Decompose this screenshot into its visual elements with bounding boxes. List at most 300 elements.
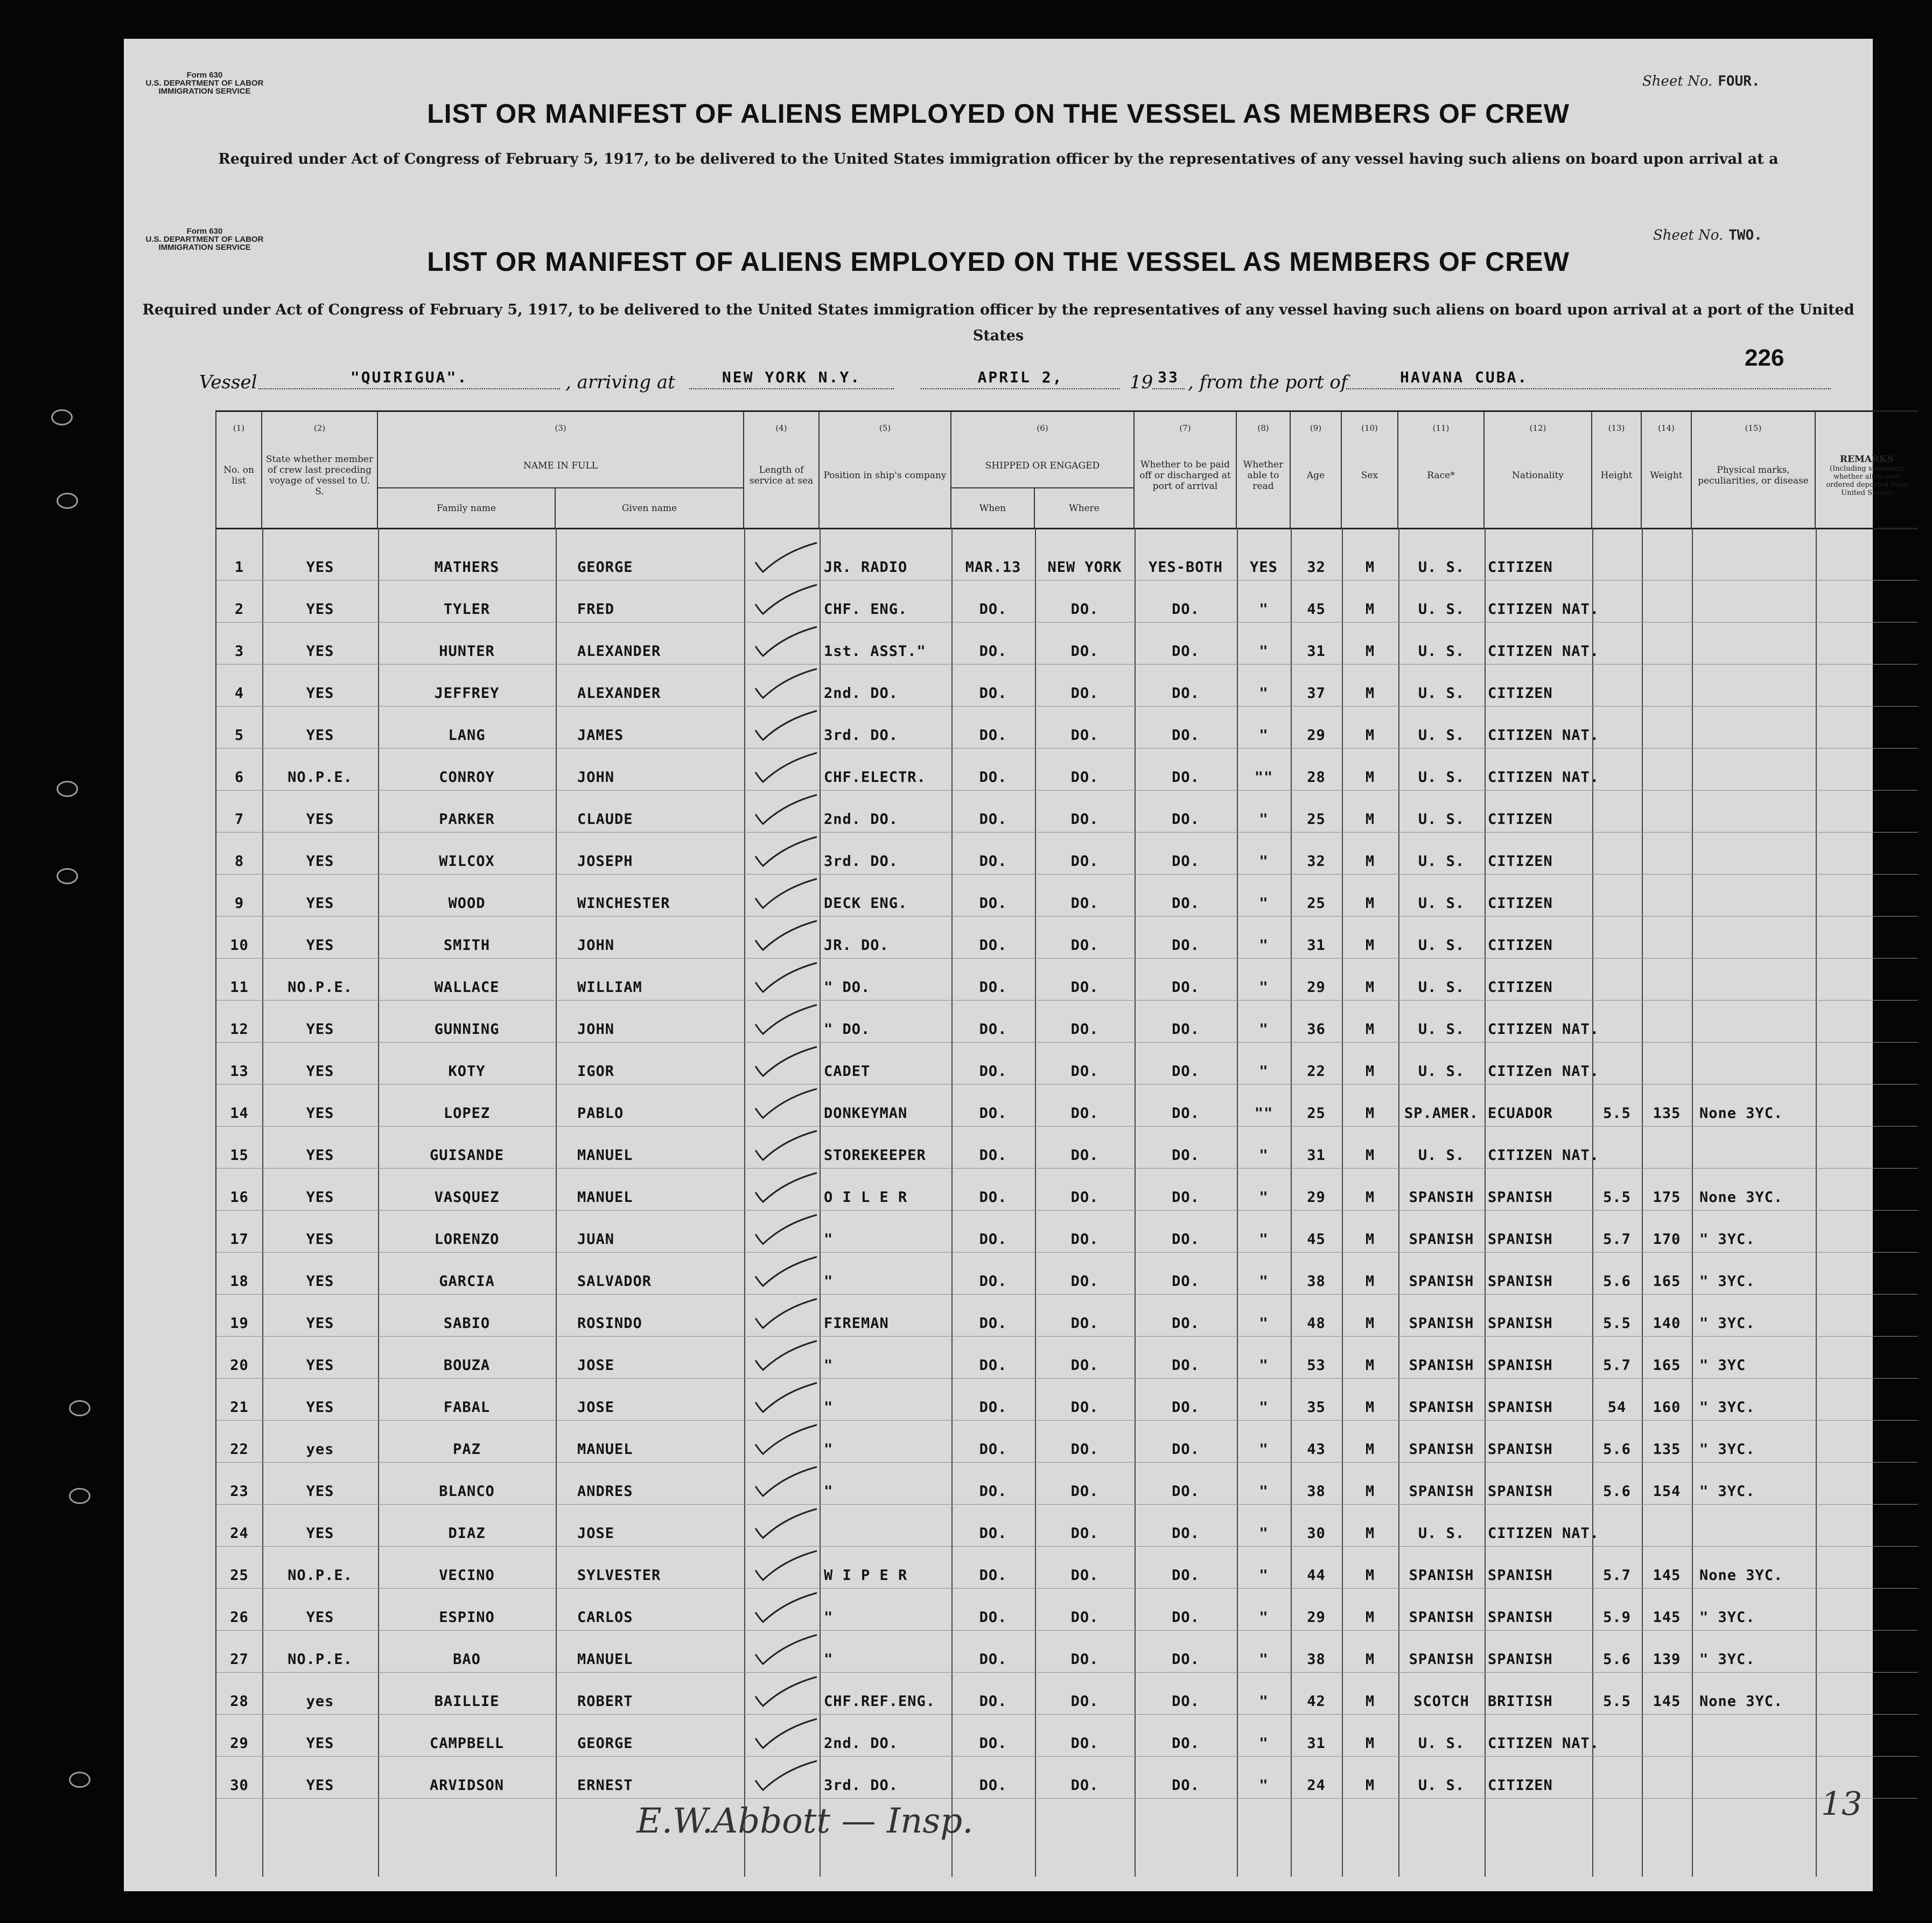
table-row [216, 749, 1918, 791]
cell-race: U. S. [1418, 853, 1465, 870]
header-remarks-text: REMARKS [1839, 453, 1894, 465]
cell-given: IGOR [577, 1063, 615, 1080]
table-row [216, 1337, 1918, 1379]
cell-height: 5.6 [1603, 1483, 1631, 1500]
table-row [216, 1715, 1918, 1757]
cell-family: JEFFREY [434, 685, 500, 702]
header-height-num: (13) [1608, 423, 1625, 433]
cell-age: 22 [1307, 1063, 1326, 1080]
cell-read: " [1259, 1483, 1269, 1500]
cell-race: SP.AMER. [1404, 1105, 1479, 1122]
cell-height: 5.7 [1603, 1567, 1631, 1584]
cell-sex: M [1365, 1147, 1375, 1164]
cell-weight: 165 [1653, 1273, 1681, 1290]
cell-nationality: CITIZEN [1488, 895, 1553, 912]
cell-nationality: CITIZen NAT. [1488, 1063, 1600, 1080]
cell-no: 9 [234, 895, 244, 912]
cell-weight: 145 [1653, 1609, 1681, 1626]
cell-race: SPANISH [1409, 1651, 1474, 1668]
cell-when: DO. [979, 811, 1007, 828]
cell-sex: M [1365, 895, 1375, 912]
table-row [216, 1211, 1918, 1253]
cell-paid: DO. [1172, 1441, 1200, 1458]
cell-position: " DO. [824, 1021, 871, 1038]
cell-age: 53 [1307, 1357, 1326, 1374]
cell-age: 29 [1307, 1609, 1326, 1626]
cell-given: JOHN [577, 937, 615, 954]
cell-where: DO. [1070, 1105, 1099, 1122]
cell-paid: DO. [1172, 1273, 1200, 1290]
cell-sex: M [1365, 1063, 1375, 1080]
cell-voyage: YES [306, 1357, 334, 1374]
header-height-text: Height [1600, 470, 1633, 481]
cell-paid: DO. [1172, 685, 1200, 702]
cell-when: DO. [979, 601, 1007, 618]
year-suffix: 33 [1152, 368, 1185, 389]
cell-where: DO. [1070, 1483, 1099, 1500]
cell-voyage: YES [306, 1147, 334, 1164]
cell-given: JOSE [577, 1525, 615, 1542]
cell-when: DO. [979, 1147, 1007, 1164]
vessel-line [199, 367, 1858, 400]
table-row [216, 1169, 1918, 1211]
cell-given: ROSINDO [577, 1315, 642, 1332]
header-name-text: NAME IN FULL [523, 460, 598, 471]
cell-nationality: CITIZEN NAT. [1488, 1021, 1600, 1038]
cell-when: DO. [979, 1735, 1007, 1752]
cell-height: 5.5 [1603, 1105, 1631, 1122]
cell-sex: M [1365, 727, 1375, 744]
cell-voyage: YES [306, 1189, 334, 1206]
cell-family: MATHERS [434, 559, 500, 576]
table-row [216, 1001, 1918, 1043]
cell-family: BAO [453, 1651, 481, 1668]
cell-when: DO. [979, 1357, 1007, 1374]
cell-voyage: YES [306, 1609, 334, 1626]
cell-height: 5.7 [1603, 1357, 1631, 1374]
cell-weight: 154 [1653, 1483, 1681, 1500]
cell-family: DIAZ [448, 1525, 486, 1542]
checkmark-icon [752, 751, 822, 785]
cell-read: " [1259, 1567, 1269, 1584]
cell-voyage: YES [306, 1525, 334, 1542]
cell-when: DO. [979, 1273, 1007, 1290]
cell-sex: M [1365, 1777, 1375, 1794]
table-row [216, 1421, 1918, 1463]
cell-position: " [824, 1609, 834, 1626]
cell-weight: 145 [1653, 1693, 1681, 1710]
cell-given: MANUEL [577, 1651, 633, 1668]
cell-voyage: YES [306, 727, 334, 744]
cell-read: " [1259, 979, 1269, 996]
cell-given: ROBERT [577, 1693, 633, 1710]
cell-when: DO. [979, 937, 1007, 954]
cell-height: 5.5 [1603, 1315, 1631, 1332]
cell-nationality: SPANISH [1488, 1567, 1553, 1584]
cell-read: " [1259, 1063, 1269, 1080]
header-read-num: (8) [1257, 423, 1269, 433]
cell-when: DO. [979, 1231, 1007, 1248]
cell-when: DO. [979, 1483, 1007, 1500]
cell-read: " [1259, 1693, 1269, 1710]
cell-nationality: SPANISH [1488, 1273, 1553, 1290]
checkmark-icon [752, 835, 822, 869]
header-sex-num: (10) [1361, 423, 1378, 433]
cell-height: 5.7 [1603, 1231, 1631, 1248]
cell-nationality: CITIZEN NAT. [1488, 1525, 1600, 1542]
header-paid [1135, 412, 1237, 528]
cell-voyage: YES [306, 559, 334, 576]
cell-age: 45 [1307, 601, 1326, 618]
cell-height: 5.6 [1603, 1651, 1631, 1668]
table-row [216, 1589, 1918, 1631]
cell-when: DO. [979, 979, 1007, 996]
cell-position: CHF. ENG. [824, 601, 908, 618]
cell-family: GUNNING [434, 1021, 500, 1038]
cell-nationality: SPANISH [1488, 1483, 1553, 1500]
cell-no: 13 [230, 1063, 249, 1080]
cell-family: GUISANDE [429, 1147, 505, 1164]
cell-paid: DO. [1172, 601, 1200, 618]
cell-where: DO. [1070, 1021, 1099, 1038]
sheet-number-top [1642, 73, 1760, 89]
cell-read: " [1259, 1399, 1269, 1416]
cell-weight: 135 [1653, 1441, 1681, 1458]
cell-race: SCOTCH [1413, 1693, 1469, 1710]
cell-where: DO. [1070, 1567, 1099, 1584]
table-row [216, 1505, 1918, 1547]
header-race-num: (11) [1432, 423, 1450, 433]
cell-position: " [824, 1231, 834, 1248]
cell-family: VECINO [439, 1567, 495, 1584]
cell-no: 17 [230, 1231, 249, 1248]
table-row [216, 875, 1918, 917]
header-height [1592, 412, 1642, 528]
cell-family: LOPEZ [443, 1105, 491, 1122]
cell-family: HUNTER [439, 643, 495, 660]
cell-race: U. S. [1418, 1735, 1465, 1752]
cell-read: " [1259, 1273, 1269, 1290]
cell-height: 54 [1607, 1399, 1627, 1416]
cell-age: 31 [1307, 1735, 1326, 1752]
cell-when: DO. [979, 1315, 1007, 1332]
header-name-num: (3) [555, 423, 566, 433]
cell-position: DONKEYMAN [824, 1105, 908, 1122]
cell-where: DO. [1070, 937, 1099, 954]
cell-position: STOREKEEPER [824, 1147, 926, 1164]
cell-where: DO. [1070, 979, 1099, 996]
cell-paid: DO. [1172, 811, 1200, 828]
cell-position: CADET [824, 1063, 871, 1080]
cell-given: PABLO [577, 1105, 624, 1122]
cell-read: " [1259, 1651, 1269, 1668]
service-top: IMMIGRATION SERVICE [158, 87, 251, 96]
cell-voyage: NO.P.E. [288, 769, 353, 786]
table-row [216, 623, 1918, 665]
cell-when: DO. [979, 685, 1007, 702]
cell-race: U. S. [1418, 685, 1465, 702]
cell-age: 25 [1307, 1105, 1326, 1122]
title-top: LIST OR MANIFEST OF ALIENS EMPLOYED ON THE VESSEL AS MEMBERS OF CREW [427, 99, 1570, 129]
cell-given: WINCHESTER [577, 895, 670, 912]
cell-position: " [824, 1273, 834, 1290]
cell-sex: M [1365, 1609, 1375, 1626]
cell-position: O I L E R [824, 1189, 908, 1206]
cell-sex: M [1365, 1021, 1375, 1038]
corner-mark: 13 [1821, 1785, 1863, 1823]
sheet-label-main: Sheet No. [1653, 227, 1724, 243]
cell-nationality: CITIZEN [1488, 937, 1553, 954]
cell-paid: DO. [1172, 643, 1200, 660]
cell-no: 25 [230, 1567, 249, 1584]
cell-no: 15 [230, 1147, 249, 1164]
cell-where: DO. [1070, 1777, 1099, 1794]
cell-no: 22 [230, 1441, 249, 1458]
header-nationality [1485, 412, 1592, 528]
cell-given: ANDRES [577, 1483, 633, 1500]
table-row [216, 707, 1918, 749]
cell-paid: DO. [1172, 979, 1200, 996]
header-marks-text: Physical marks, peculiarities, or disease [1698, 464, 1809, 486]
checkmark-icon [752, 1213, 822, 1247]
cell-sex: M [1365, 853, 1375, 870]
cell-nationality: CITIZEN [1488, 979, 1553, 996]
cell-nationality: ECUADOR [1488, 1105, 1553, 1122]
cell-where: DO. [1070, 1273, 1099, 1290]
cell-no: 5 [234, 727, 244, 744]
header-no [216, 412, 262, 528]
header-voyage [262, 412, 378, 528]
cell-when: DO. [979, 1777, 1007, 1794]
cell-age: 32 [1307, 853, 1326, 870]
checkmark-icon [752, 1339, 822, 1373]
cell-nationality: CITIZEN NAT. [1488, 1147, 1600, 1164]
department-main: U.S. DEPARTMENT OF LABOR [145, 235, 264, 244]
cell-no: 26 [230, 1609, 249, 1626]
sheet-number-main [1653, 227, 1762, 243]
table-row [216, 539, 1918, 581]
header-sex-text: Sex [1361, 470, 1378, 481]
cell-sex: M [1365, 1399, 1375, 1416]
cell-nationality: SPANISH [1488, 1315, 1553, 1332]
cell-paid: DO. [1172, 1063, 1200, 1080]
checkmark-icon [752, 1297, 822, 1331]
cell-given: FRED [577, 601, 615, 618]
checkmark-icon [752, 583, 822, 617]
cell-no: 29 [230, 1735, 249, 1752]
form-number-main: Form 630 [186, 227, 223, 236]
cell-where: DO. [1070, 1315, 1099, 1332]
cell-voyage: YES [306, 1231, 334, 1248]
cell-position: " [824, 1399, 834, 1416]
cell-where: DO. [1070, 601, 1099, 618]
cell-position: 3rd. DO. [824, 1777, 899, 1794]
table-row [216, 833, 1918, 875]
cell-age: 29 [1307, 727, 1326, 744]
cell-read: " [1259, 1315, 1269, 1332]
cell-where: DO. [1070, 643, 1099, 660]
cell-race: U. S. [1418, 1147, 1465, 1164]
cell-race: U. S. [1418, 1063, 1465, 1080]
cell-paid: YES-BOTH [1148, 559, 1223, 576]
cell-voyage: YES [306, 1021, 334, 1038]
cell-paid: DO. [1172, 1315, 1200, 1332]
cell-age: 31 [1307, 937, 1326, 954]
cell-race: SPANISH [1409, 1315, 1474, 1332]
cell-sex: M [1365, 1315, 1375, 1332]
cell-marks: " 3YC. [1699, 1315, 1755, 1332]
header-race [1398, 412, 1485, 528]
cell-read: YES [1250, 559, 1278, 576]
checkmark-icon [752, 1171, 822, 1205]
cell-position: DECK ENG. [824, 895, 908, 912]
cell-paid: DO. [1172, 1735, 1200, 1752]
cell-weight: 170 [1653, 1231, 1681, 1248]
checkmark-icon [752, 1255, 822, 1289]
cell-when: DO. [979, 1567, 1007, 1584]
header-paid-num: (7) [1179, 423, 1191, 433]
cell-no: 2 [234, 601, 244, 618]
cell-nationality: CITIZEN NAT. [1488, 727, 1600, 744]
cell-race: U. S. [1418, 1777, 1465, 1794]
header-shipped-text: SHIPPED OR ENGAGED [985, 460, 1100, 471]
cell-voyage: YES [306, 1735, 334, 1752]
cell-read: " [1259, 643, 1269, 660]
table-row [216, 665, 1918, 707]
cell-family: FABAL [443, 1399, 491, 1416]
cell-nationality: CITIZEN NAT. [1488, 1735, 1600, 1752]
arriving-label: , arriving at [565, 372, 675, 393]
cell-read: " [1259, 1609, 1269, 1626]
cell-where: DO. [1070, 1651, 1099, 1668]
cell-family: WILCOX [439, 853, 495, 870]
cell-sex: M [1365, 1651, 1375, 1668]
cell-where: DO. [1070, 1189, 1099, 1206]
cell-nationality: CITIZEN [1488, 559, 1553, 576]
cell-voyage: YES [306, 1399, 334, 1416]
header-nationality-num: (12) [1529, 423, 1546, 433]
cell-weight: 160 [1653, 1399, 1681, 1416]
cell-when: DO. [979, 1609, 1007, 1626]
cell-when: DO. [979, 1651, 1007, 1668]
cell-family: GARCIA [439, 1273, 495, 1290]
crew-table [215, 410, 1918, 1877]
cell-no: 16 [230, 1189, 249, 1206]
binder-hole [57, 781, 78, 797]
cell-voyage: NO.P.E. [288, 1567, 353, 1584]
table-row [216, 959, 1918, 1001]
cell-paid: DO. [1172, 769, 1200, 786]
cell-no: 19 [230, 1315, 249, 1332]
cell-nationality: CITIZEN [1488, 811, 1553, 828]
manifest-sheet [124, 39, 1908, 1891]
cell-height: 5.5 [1603, 1693, 1631, 1710]
header-paid-text: Whether to be paid off or discharged at port of arrival [1139, 459, 1231, 492]
cell-position: " DO. [824, 979, 871, 996]
cell-when: DO. [979, 1399, 1007, 1416]
cell-when: DO. [979, 1105, 1007, 1122]
cell-voyage: NO.P.E. [288, 1651, 353, 1668]
table-row [216, 791, 1918, 833]
cell-family: CAMPBELL [429, 1735, 505, 1752]
sheet-value-main: TWO. [1728, 227, 1762, 243]
arriving-at: NEW YORK N.Y. [689, 368, 894, 389]
cell-sex: M [1365, 1273, 1375, 1290]
cell-where: DO. [1070, 895, 1099, 912]
header-divider [216, 528, 1918, 529]
title-main: LIST OR MANIFEST OF ALIENS EMPLOYED ON THE VESSEL AS MEMBERS OF CREW [427, 247, 1570, 277]
cell-when: DO. [979, 727, 1007, 744]
header-sex [1342, 412, 1398, 528]
cell-weight: 135 [1653, 1105, 1681, 1122]
cell-given: JOSE [577, 1357, 615, 1374]
cell-age: 45 [1307, 1231, 1326, 1248]
cell-marks: " 3YC. [1699, 1273, 1755, 1290]
header-age-num: (9) [1310, 423, 1322, 433]
cell-given: ALEXANDER [577, 643, 661, 660]
cell-position: CHF.ELECTR. [824, 769, 926, 786]
cell-age: 32 [1307, 559, 1326, 576]
cell-age: 38 [1307, 1483, 1326, 1500]
checkmark-icon [752, 1465, 822, 1499]
cell-no: 1 [234, 559, 244, 576]
cell-position: " [824, 1651, 834, 1668]
cell-nationality: BRITISH [1488, 1693, 1553, 1710]
cell-voyage: YES [306, 601, 334, 618]
cell-marks: " 3YC. [1699, 1609, 1755, 1626]
cell-when: DO. [979, 1525, 1007, 1542]
cell-no: 14 [230, 1105, 249, 1122]
cell-marks: None 3YC. [1699, 1105, 1783, 1122]
cell-sex: M [1365, 1693, 1375, 1710]
cell-voyage: NO.P.E. [288, 979, 353, 996]
cell-when: DO. [979, 1441, 1007, 1458]
cell-where: NEW YORK [1047, 559, 1122, 576]
cell-family: BOUZA [443, 1357, 491, 1374]
cell-no: 24 [230, 1525, 249, 1542]
cell-race: SPANISH [1409, 1231, 1474, 1248]
cell-read: "" [1254, 1105, 1273, 1122]
cell-sex: M [1365, 1483, 1375, 1500]
cell-paid: DO. [1172, 853, 1200, 870]
cell-nationality: CITIZEN [1488, 685, 1553, 702]
cell-read: " [1259, 1777, 1269, 1794]
cell-voyage: YES [306, 937, 334, 954]
cell-nationality: SPANISH [1488, 1231, 1553, 1248]
cell-no: 27 [230, 1651, 249, 1668]
cell-position: JR. RADIO [824, 559, 908, 576]
cell-no: 20 [230, 1357, 249, 1374]
vessel-name: "QUIRIGUA". [258, 368, 560, 389]
cell-race: U. S. [1418, 1525, 1465, 1542]
cell-race: U. S. [1418, 811, 1465, 828]
cell-voyage: YES [306, 853, 334, 870]
table-row [216, 917, 1918, 959]
cell-age: 28 [1307, 769, 1326, 786]
cell-age: 38 [1307, 1273, 1326, 1290]
binder-hole [57, 868, 78, 884]
checkmark-icon [752, 919, 822, 953]
checkmark-icon [752, 1507, 822, 1541]
cell-age: 25 [1307, 895, 1326, 912]
cell-read: " [1259, 811, 1269, 828]
cell-no: 21 [230, 1399, 249, 1416]
cell-age: 48 [1307, 1315, 1326, 1332]
cell-marks: " 3YC [1699, 1357, 1746, 1374]
cell-where: DO. [1070, 1399, 1099, 1416]
cell-nationality: CITIZEN NAT. [1488, 769, 1600, 786]
cell-nationality: CITIZEN [1488, 853, 1553, 870]
